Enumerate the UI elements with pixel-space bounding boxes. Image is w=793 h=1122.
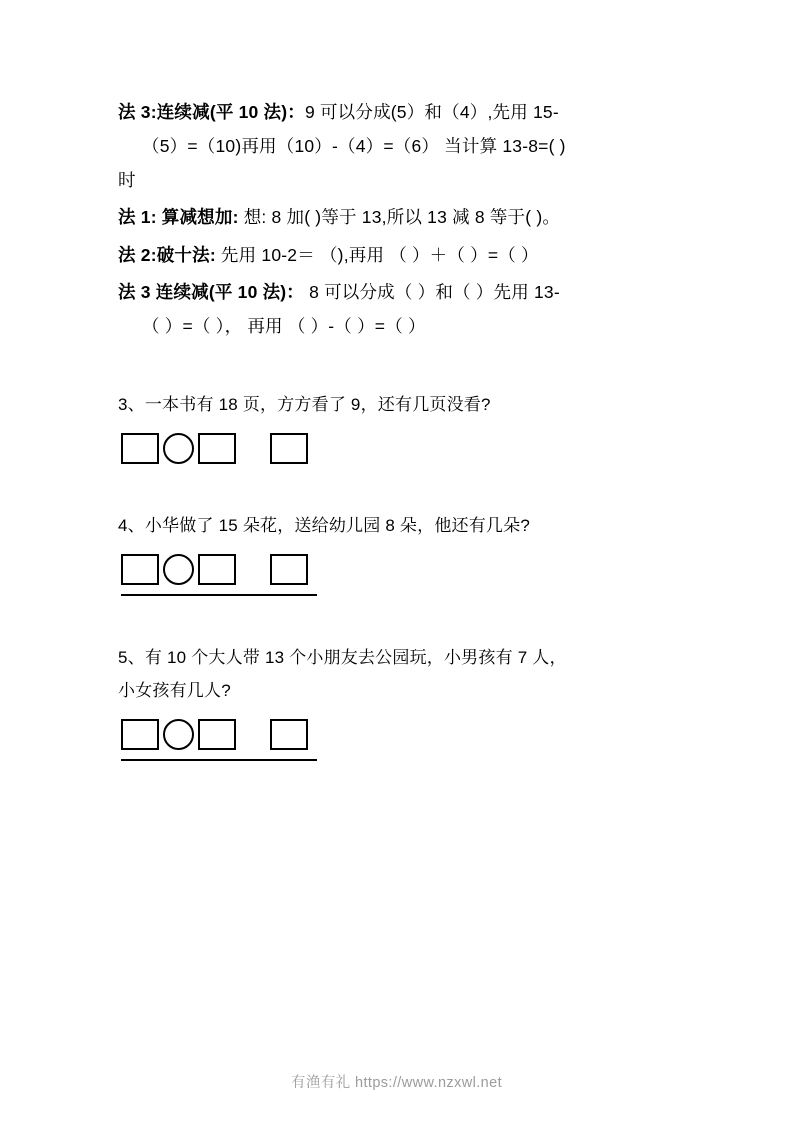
answer-circle-operator[interactable]	[163, 554, 194, 585]
problem-3-number: 3、	[118, 394, 145, 414]
method-text-fa3-top: 9 可以分成(5）和（4）,先用 15-	[304, 102, 559, 122]
answer-box-operand2[interactable]	[198, 433, 236, 464]
answer-box-operand1[interactable]	[121, 719, 159, 750]
answer-underline	[121, 594, 317, 596]
problem-3-text	[118, 389, 673, 421]
method-label-fa3: 法 3 连续减(平 10 法)：	[118, 281, 305, 302]
problem-3	[118, 389, 673, 464]
answer-box-result[interactable]	[270, 433, 308, 464]
problem-5-answer-row	[118, 719, 673, 750]
answer-box-operand1[interactable]	[121, 554, 159, 585]
answer-box-operand2[interactable]	[198, 719, 236, 750]
answer-underline	[121, 759, 317, 761]
method-label-fa2: 法 2:破十法:	[118, 244, 216, 265]
method-text-fa2: 先用 10-2＝ （),再用 （ ）＋（ ）=（ ）	[220, 244, 539, 265]
method-line-fa1	[118, 200, 673, 234]
method-line-fa3-top-cont: （5）=（10)再用（10）-（4）=（6） 当计算 13-8=( )	[142, 136, 566, 157]
footer-watermark: 有渔有礼 https://www.nzxwl.net	[290, 1075, 503, 1091]
answer-box-result[interactable]	[270, 554, 308, 585]
problem-3-answer-row	[118, 433, 673, 464]
problem-4-text	[118, 510, 673, 542]
method-block	[118, 95, 673, 343]
answer-box-operand1[interactable]	[121, 433, 159, 464]
problem-5-question-cont: 小女孩有几人?	[118, 680, 231, 700]
problem-4-number: 4、	[118, 516, 145, 536]
method-label-fa3-top: 法 3:连续减(平 10 法)：	[118, 102, 305, 122]
method-line-fa3-top-cont2: 时	[118, 170, 136, 191]
problem-4-answer-row	[118, 554, 673, 585]
method-line-fa3	[118, 275, 673, 309]
method-label-fa1: 法 1: 算减想加:	[118, 207, 239, 228]
problem-4	[118, 510, 673, 596]
problem-5	[118, 642, 673, 761]
answer-box-result[interactable]	[270, 719, 308, 750]
answer-circle-operator[interactable]	[163, 433, 194, 464]
method-line-fa2	[118, 238, 673, 272]
method-line-fa3-cont: （ ）=（ ）， 再用 （ ）-（ ）=（ ）	[142, 315, 426, 336]
problem-5-number: 5、	[118, 648, 145, 668]
problem-4-question: 小华做了 15 朵花，送给幼儿园 8 朵，他还有几朵?	[144, 516, 530, 536]
method-text-fa3: 8 可以分成（ ）和（ ）先用 13-	[309, 281, 560, 302]
problem-3-question: 一本书有 18 页，方方看了 9，还有几页没看?	[144, 394, 491, 414]
answer-box-operand2[interactable]	[198, 554, 236, 585]
problem-5-question: 有 10 个大人带 13 个小朋友去公园玩，小男孩有 7 人，	[144, 648, 567, 668]
problem-5-text	[118, 642, 673, 674]
answer-circle-operator[interactable]	[163, 719, 194, 750]
method-line-fa3-top	[118, 95, 673, 129]
method-text-fa1: 想: 8 加( )等于 13,所以 13 减 8 等于( )。	[243, 207, 561, 228]
